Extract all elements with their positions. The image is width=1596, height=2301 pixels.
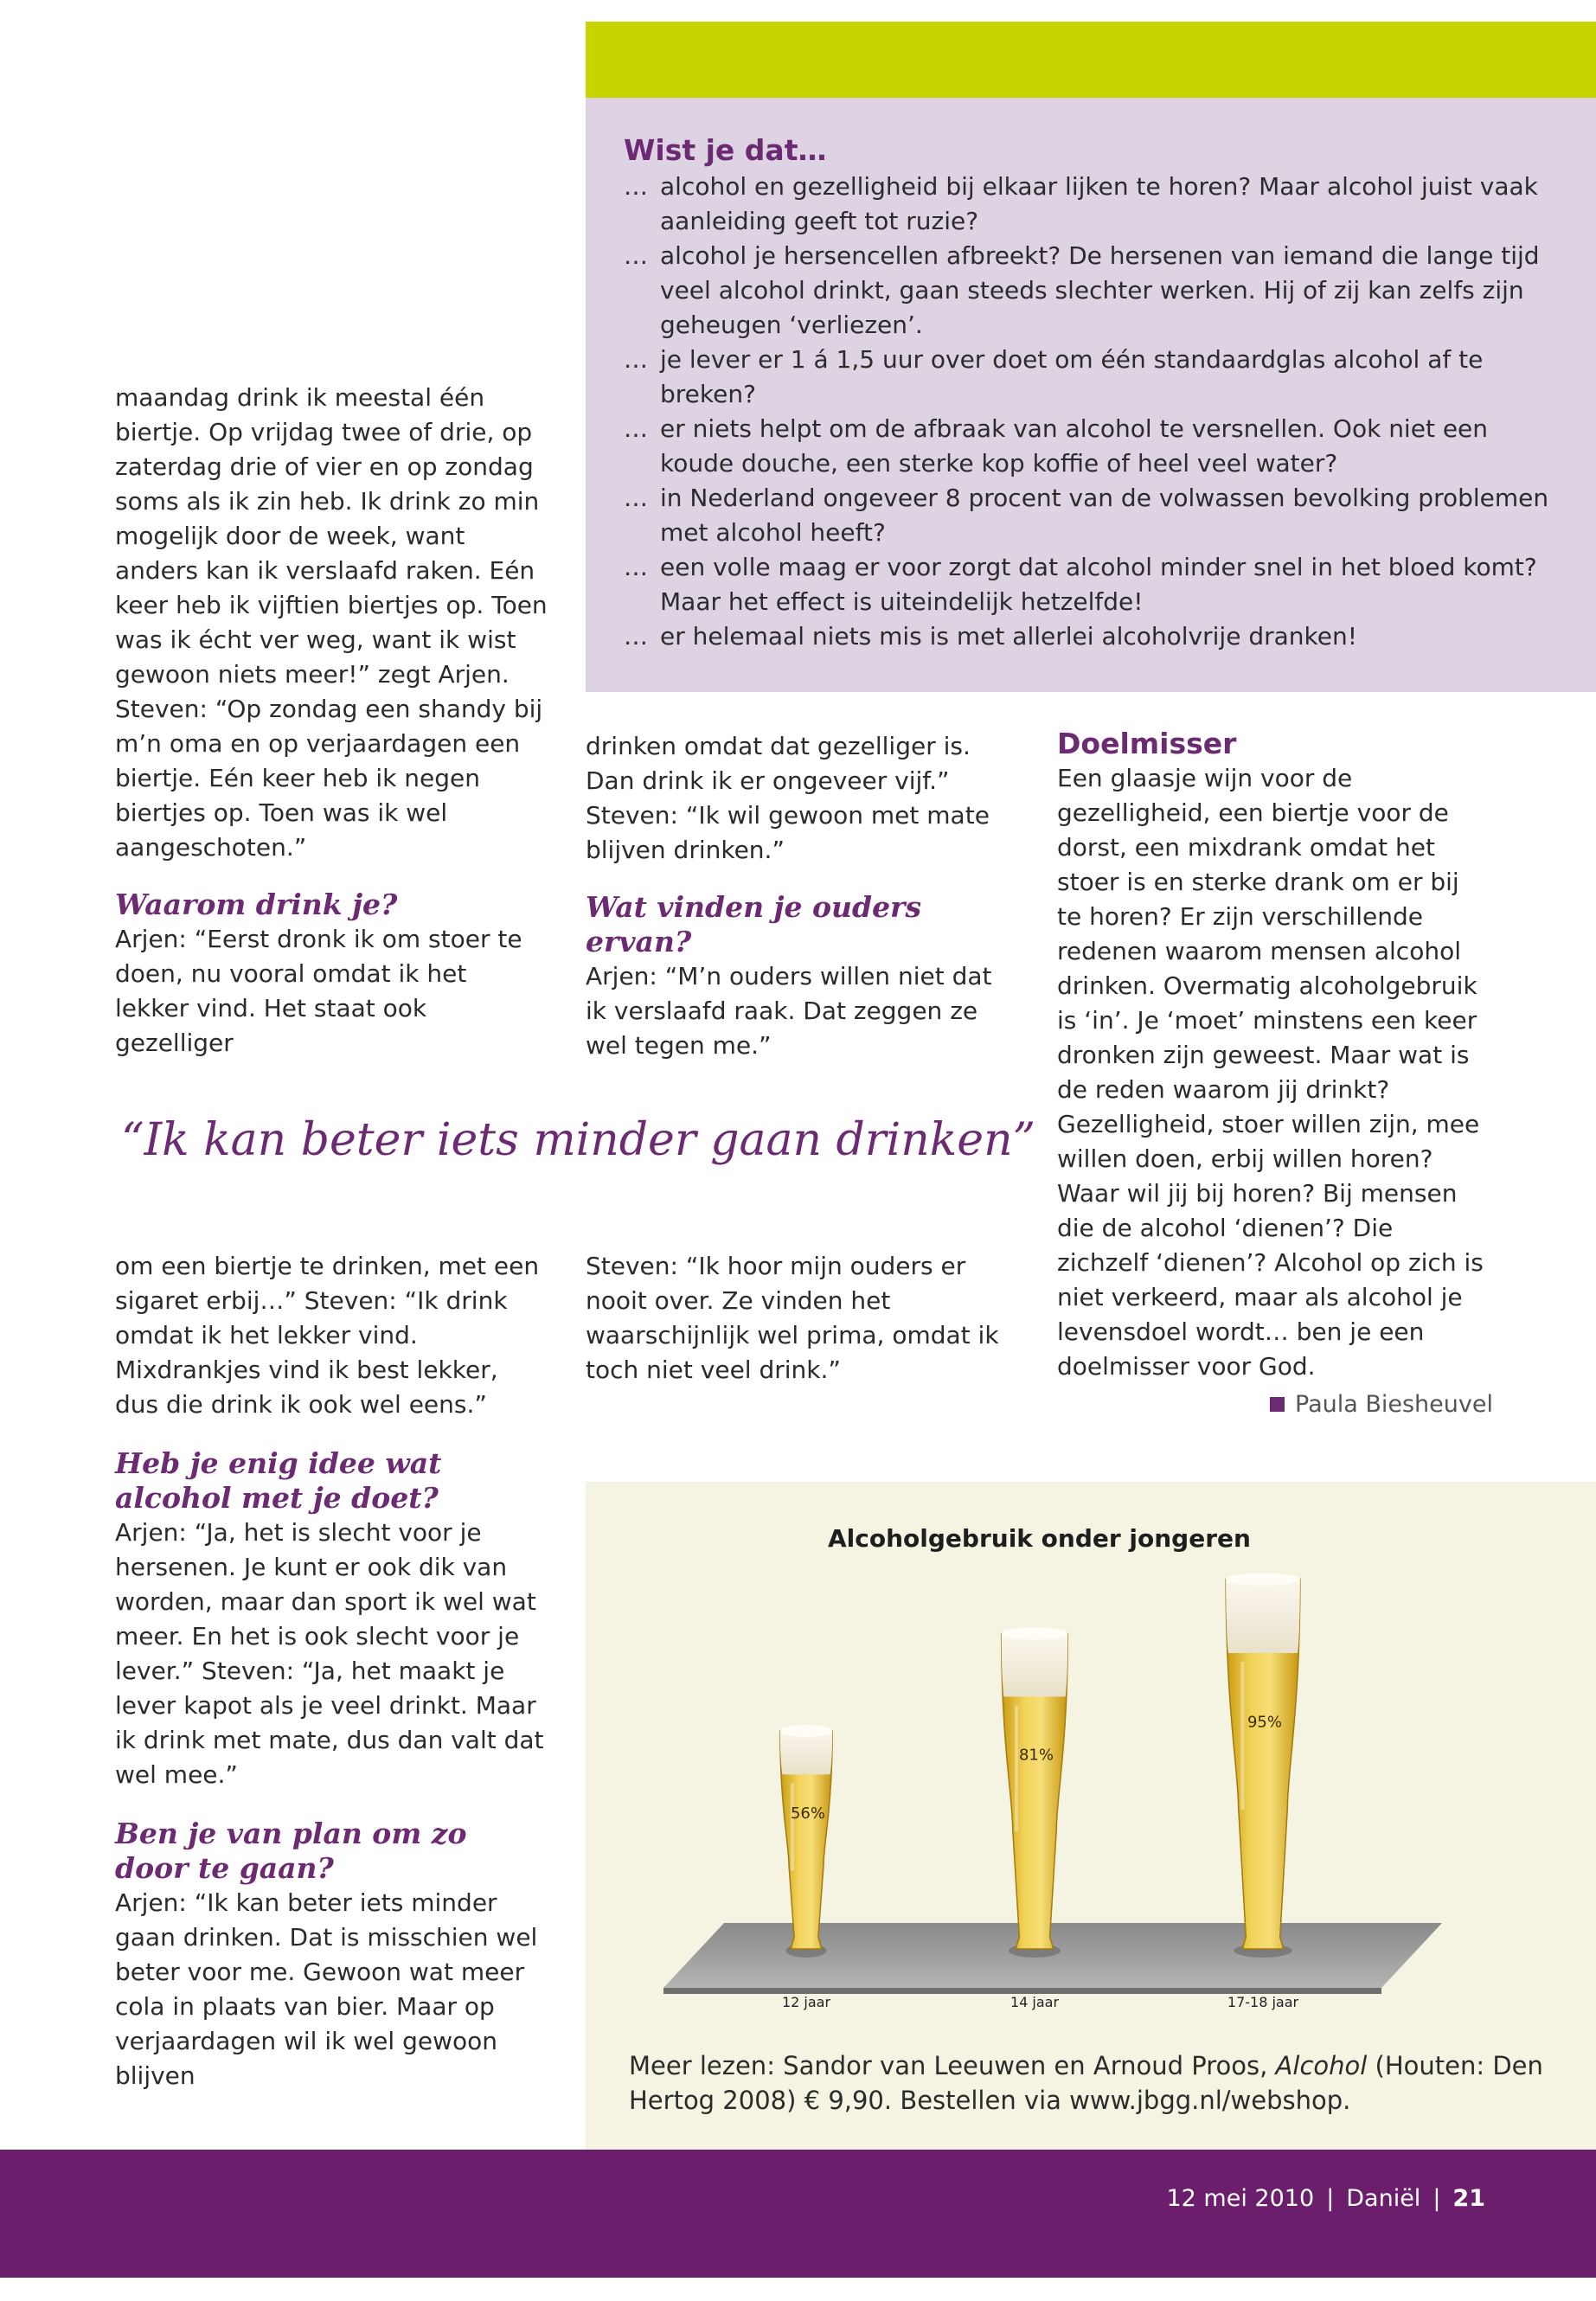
meer-lezen-prefix: Meer lezen: Sandor van Leeuwen en Arnoud Proos,	[629, 2051, 1276, 2080]
question-heading-plan: Ben je van plan om zo door te gaan?	[115, 1817, 467, 1885]
beer-foam-top	[780, 1725, 832, 1737]
column2-mid-text: Steven: “Ik hoor mijn ouders er nooit over. Ze vinden het waarschijnlijk wel prima, omdat ik toch niet veel drink.”	[586, 1252, 999, 1384]
wist-item	[624, 343, 1558, 412]
beer-foam	[780, 1731, 832, 1774]
chart-x-label: 17-18 jaar	[1227, 1994, 1299, 2010]
chart-bar	[1226, 1574, 1300, 1958]
author-byline	[1270, 1391, 1493, 1418]
answer-idee: Arjen: “Ja, het is slecht voor je hersenen. Je kunt er ook dik van worden, maar dan sport ik wel wat meer. En het is ook slecht voor je lever.” Steven: “Ja, het maakt je lever kapot als je veel drinkt. Maar ik drink met mate, dus dan valt dat wel mee.”	[115, 1518, 544, 1789]
beer-foam	[1226, 1580, 1300, 1654]
ellipsis-bullet: …	[624, 622, 648, 651]
chart-bar	[1002, 1628, 1068, 1958]
footer-separator: |	[1433, 2185, 1441, 2212]
wist-item	[624, 550, 1558, 619]
glass-highlight	[1240, 1662, 1244, 1810]
glass-highlight	[791, 1783, 794, 1870]
column1-top-text: maandag drink ik meestal één biertje. Op vrijdag twee of drie, op zaterdag drie of vier en op zondag soms als ik zin heb. Ik drink zo min mogelijk door de week, want anders kan ik verslaafd raken. Eén keer heb ik vijftien biertjes op. Toen was ik écht ver weg, want ik wist gewoon niets meer!” zegt Arjen. Steven: “Op zondag een shandy bij m’n oma en op verjaardagen een biertje. Eén keer heb ik negen biertjes op. Toen was ik wel aangeschoten.”	[115, 383, 548, 862]
wist-item-text: in Nederland ongeveer 8 procent van de volwassen bevolking problemen met alcohol heeft?	[660, 484, 1549, 547]
wist-item-text: er helemaal niets mis is met allerlei alcoholvrije dranken!	[660, 622, 1357, 651]
meer-lezen-suffix: (Houten: Den Hertog 2008) € 9,90. Bestellen via www.jbgg.nl/webshop.	[629, 2051, 1543, 2115]
question-heading-waarom: Waarom drink je?	[115, 888, 398, 921]
chart-value-label: 56%	[790, 1804, 826, 1823]
answer-plan: Arjen: “Ik kan beter iets minder gaan drinken. Dat is misschien wel beter voor me. Gewoon wat meer cola in plaats van bier. Maar op verjaardagen wil ik wel gewoon blijven	[115, 1888, 538, 2090]
answer-waarom: Arjen: “Eerst dronk ik om stoer te doen, nu vooral omdat ik het lekker vind. Het staat ook gezelliger	[115, 925, 522, 1057]
chart-value-label: 95%	[1247, 1713, 1283, 1732]
footer-bar	[0, 2150, 1596, 2278]
chart-x-axis-labels	[782, 1994, 1299, 2010]
footer-separator: |	[1326, 2185, 1335, 2212]
question-heading-idee: Heb je enig idee wat alcohol met je doet?	[115, 1446, 442, 1515]
doelmisser-title: Doelmisser	[1057, 727, 1237, 760]
footer-date: 12 mei 2010	[1166, 2185, 1315, 2212]
author-name: Paula Biesheuvel	[1295, 1391, 1493, 1418]
wist-item	[624, 481, 1558, 550]
wist-item-text: alcohol je hersencellen afbreekt? De hersenen van iemand die lange tijd veel alcohol drinkt, gaan steeds slechter werken. Hij of zij kan zelfs zijn geheugen ‘verliezen’.	[660, 241, 1540, 339]
ellipsis-bullet: …	[624, 172, 648, 201]
wist-item-text: je lever er 1 á 1,5 uur over doet om één standaardglas alcohol af te breken?	[660, 345, 1484, 408]
pull-quote: “Ik kan beter iets minder gaan drinken”	[121, 1114, 1036, 1166]
doelmisser-text: Een glaasje wijn voor de gezelligheid, een biertje voor de dorst, een mixdrank omdat het stoer is en sterke drank om er bij te horen? Er zijn verschillende redenen waarom mensen alcohol drinken. Overmatig alcoholgebruik is ‘in’. Je ‘moet’ minstens een keer dronken zijn geweest. Maar wat is de reden waarom jij drinkt? Gezelligheid, stoer willen zijn, mee willen doen, erbij willen horen? Waar wil jij bij horen? Bij mensen die de alcohol ‘dienen’? Die zichzelf ‘dienen’? Alcohol op zich is niet verkeerd, maar als alcohol je levensdoel wordt… ben je een doelmisser voor God.	[1057, 764, 1484, 1381]
column1-top	[115, 381, 548, 1061]
author-square-icon	[1270, 1397, 1285, 1412]
ellipsis-bullet: …	[624, 241, 648, 270]
glass-highlight	[1015, 1705, 1018, 1831]
wist-item-text: er niets helpt om de afbraak van alcohol te versnellen. Ook niet een koude douche, een sterke kop koffie of heel veel water?	[660, 414, 1489, 478]
wist-item-text: alcohol en gezelligheid bij elkaar lijken te horen? Maar alcohol juist vaak aanleiding geeft tot ruzie?	[660, 172, 1538, 235]
chart-title: Alcoholgebruik onder jongeren	[828, 1524, 1251, 1553]
doelmisser-column	[1057, 725, 1490, 1384]
wist-je-dat-list	[624, 170, 1558, 654]
wist-je-dat-title: Wist je dat…	[624, 133, 827, 167]
column2-top-text: drinken omdat dat gezelliger is. Dan drink ik er ongeveer vijf.” Steven: “Ik wil gewoon met mate blijven drinken.”	[586, 732, 990, 864]
beer-foam	[1002, 1634, 1068, 1697]
question-heading-ouders: Wat vinden je ouders ervan?	[586, 890, 922, 958]
chart-floor-edge	[663, 1988, 1381, 1994]
ellipsis-bullet: …	[624, 414, 648, 443]
column1-bottom	[115, 1249, 548, 2093]
wist-item	[624, 239, 1558, 343]
page-number: 21	[1452, 2185, 1485, 2212]
beer-foam-top	[1226, 1574, 1300, 1586]
ellipsis-bullet: …	[624, 484, 648, 512]
meer-lezen	[629, 2048, 1563, 2118]
answer-ouders: Arjen: “M’n ouders willen niet dat ik verslaafd raak. Dat zeggen ze wel tegen me.”	[586, 962, 992, 1060]
beer-glass-chart	[586, 1482, 1596, 2053]
footer-magazine: Daniël	[1346, 2185, 1421, 2212]
column2-mid	[586, 1249, 1018, 1388]
chart-value-label: 81%	[1018, 1746, 1054, 1765]
wist-item	[624, 412, 1558, 481]
chart-bar	[780, 1725, 832, 1958]
wist-item-text: een volle maag er voor zorgt dat alcohol minder snel in het bloed komt? Maar het effect is uiteindelijk hetzelfde!	[660, 553, 1537, 616]
wist-item	[624, 170, 1558, 239]
chart-x-label: 14 jaar	[1010, 1994, 1060, 2010]
footer-text	[1166, 2185, 1485, 2212]
meer-lezen-book: Alcohol	[1275, 2051, 1368, 2080]
ellipsis-bullet: …	[624, 553, 648, 581]
column1-mid-text: om een biertje te drinken, met een sigaret erbij…” Steven: “Ik drink omdat ik het lekker vind. Mixdrankjes vind ik best lekker, dus die drink ik ook wel eens.”	[115, 1252, 540, 1419]
column2-top	[586, 729, 1018, 1063]
chart-bars	[780, 1574, 1300, 1958]
beer-foam-top	[1002, 1628, 1068, 1640]
ellipsis-bullet: …	[624, 345, 648, 374]
wist-item	[624, 619, 1558, 654]
chart-x-label: 12 jaar	[781, 1994, 831, 2010]
header-color-bar	[586, 22, 1596, 98]
